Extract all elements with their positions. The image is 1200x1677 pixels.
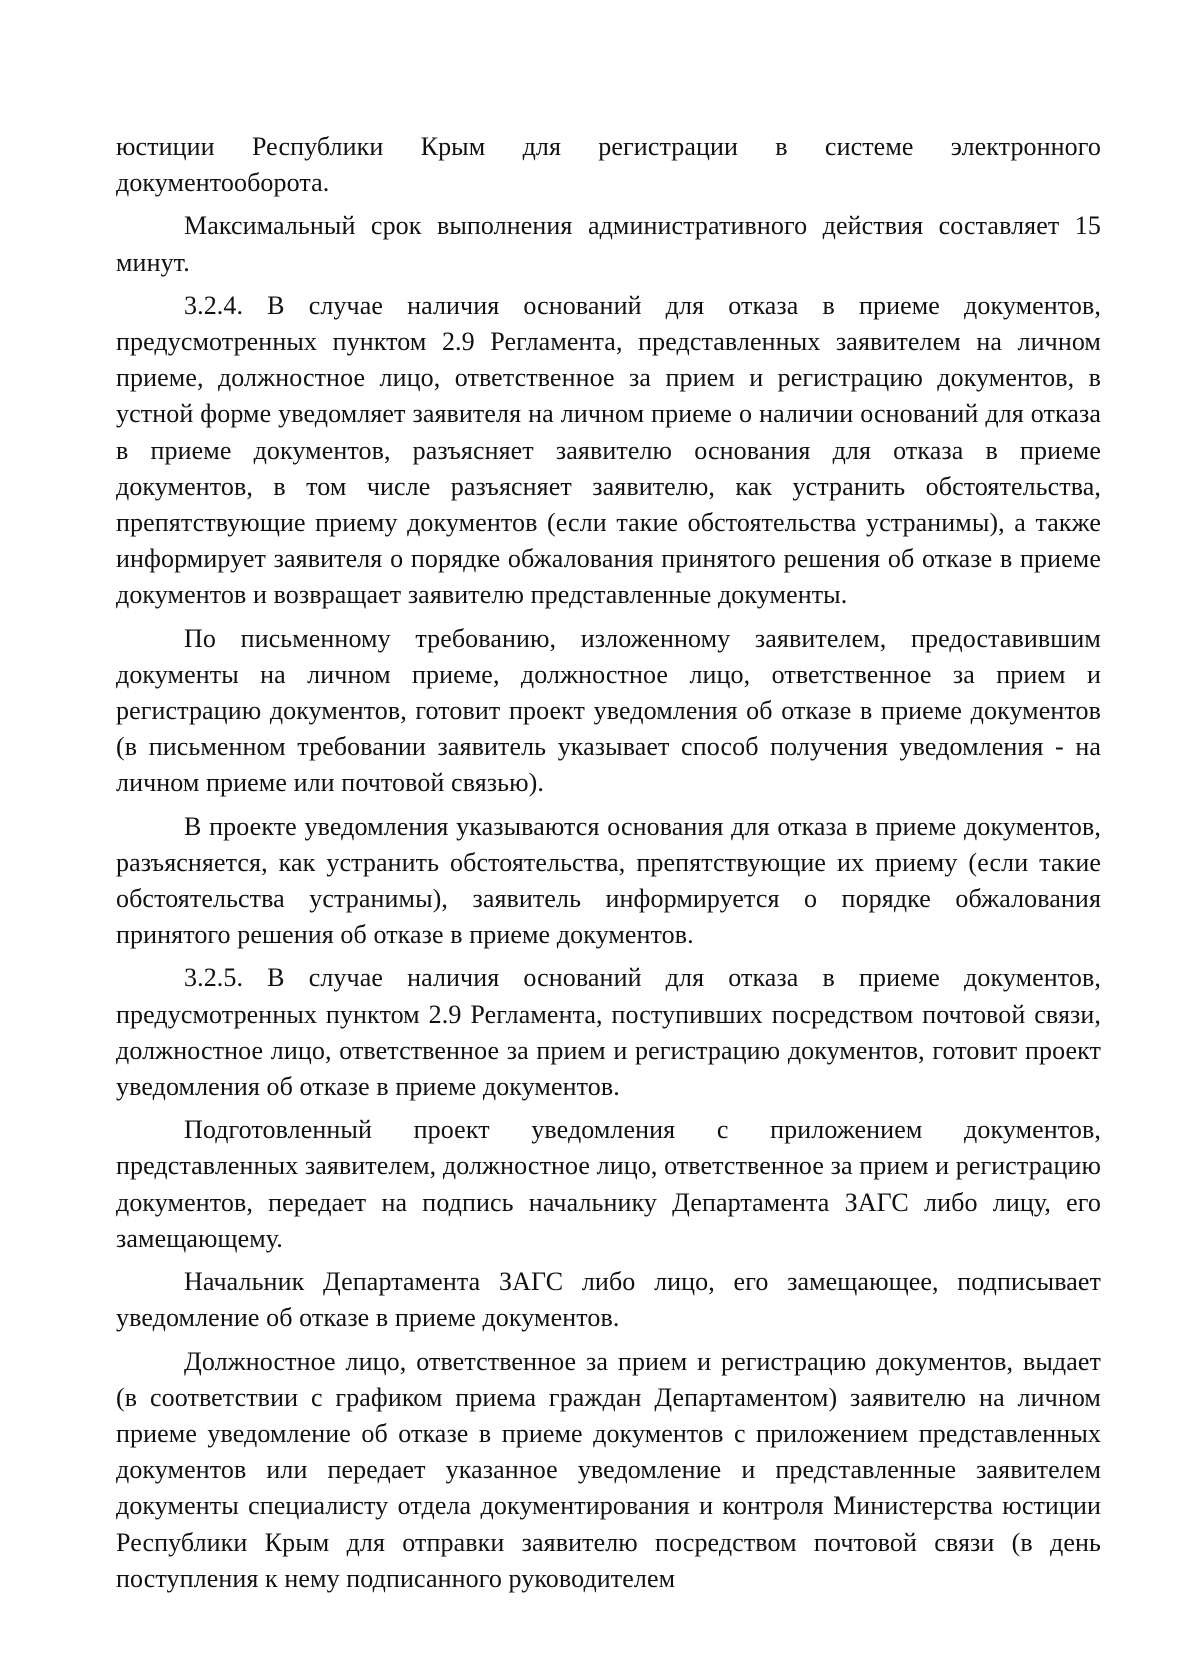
- paragraph-prepared-project: Подготовленный проект уведомления с приложением документов, представленных заявителем, должностное лицо, ответственное за прием и регистрацию документов, передает на подпись начальнику Департамента ЗАГС либо лицу, его замещающему.: [116, 1115, 1101, 1253]
- paragraph-written-request: По письменному требованию, изложенному заявителем, предоставившим документы на личном приеме, должностное лицо, ответственное за прием и регистрацию документов, готовит проект уведомления об отказе в приеме документов (в письменном требовании заявитель указывает способ получения уведомления - на личном приеме или почтовой связью).: [116, 623, 1101, 798]
- paragraph-continuation: юстиции Республики Крым для регистрации в системе электронного документооборота.: [116, 132, 1101, 198]
- paragraph-official-issues: Должностное лицо, ответственное за прием и регистрацию документов, выдает (в соответствии с графиком приема граждан Департаментом) заявителю на личном приеме уведомление об отказе в приеме документов с приложением представленных документов или передает указанное уведомление и представленные заявителем документы специалисту отдела документирования и контроля Министерства юстиции Республики Крым для отправки заявителю посредством почтовой связи (в день поступления к нему подписанного руководителем: [116, 1346, 1101, 1593]
- paragraph-head-signs: Начальник Департамента ЗАГС либо лицо, его замещающее, подписывает уведомление об отказе в приеме документов.: [116, 1267, 1101, 1333]
- paragraph-max-duration: Максимальный срок выполнения административного действия составляет 15 минут.: [116, 211, 1101, 277]
- paragraph-3-2-4: 3.2.4. В случае наличия оснований для отказа в приеме документов, предусмотренных пунктом 2.9 Регламента, представленных заявителем на личном приеме, должностное лицо, ответственное за прием и регистрацию документов, в устной форме уведомляет заявителя на личном приеме о наличии оснований для отказа в приеме документов, разъясняет заявителю основания для отказа в приеме документов, в том числе разъясняет заявителю, как устранить обстоятельства, препятствующие приему документов (если такие обстоятельства устранимы), а также информирует заявителя о порядке обжалования принятого решения об отказе в приеме документов и возвращает заявителю представленные документы.: [116, 290, 1101, 610]
- document-body: [116, 129, 1101, 1597]
- paragraph-3-2-5: 3.2.5. В случае наличия оснований для отказа в приеме документов, предусмотренных пунктом 2.9 Регламента, поступивших посредством почтовой связи, должностное лицо, ответственное за прием и регистрацию документов, готовит проект уведомления об отказе в приеме документов.: [116, 963, 1101, 1102]
- paragraph-notice-project: В проекте уведомления указываются основания для отказа в приеме документов, разъясняется, как устранить обстоятельства, препятствующие их приему (если такие обстоятельства устранимы), заявитель информируется о порядке обжалования принятого решения об отказе в приеме документов.: [116, 811, 1101, 950]
